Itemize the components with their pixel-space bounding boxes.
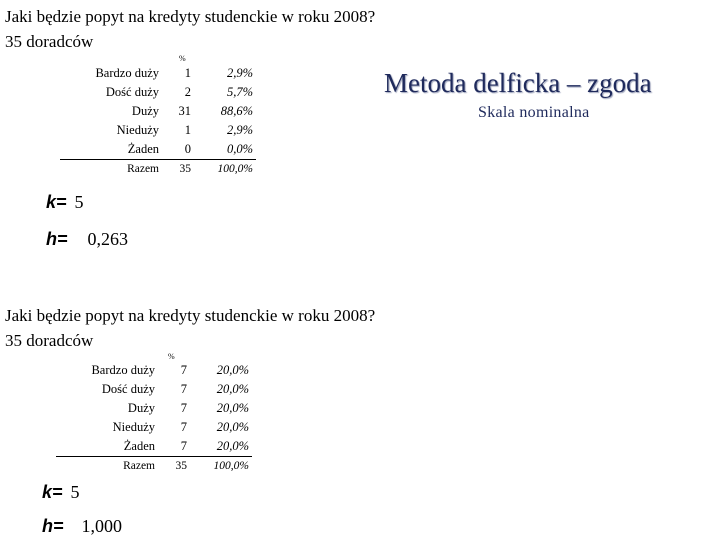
- answer-percent: 5,7%: [226, 85, 253, 99]
- table-row: [56, 399, 252, 418]
- table-row: [60, 121, 256, 140]
- answer-label: Nieduży: [112, 420, 155, 434]
- answer-percent: 2,9%: [226, 123, 253, 137]
- answer-count: 31: [178, 104, 191, 118]
- total-label: Razem: [56, 457, 158, 477]
- total-percent: 100,0%: [194, 160, 256, 180]
- table-row: [60, 140, 256, 160]
- k-value: 5: [70, 482, 80, 502]
- answer-percent: 20,0%: [216, 420, 249, 434]
- table-total-row: [60, 160, 256, 180]
- answer-label: Bardzo duży: [91, 363, 155, 377]
- total-label: Razem: [60, 160, 162, 180]
- answer-percent: 88,6%: [220, 104, 253, 118]
- table-total-row: [56, 457, 252, 477]
- table-row: [56, 361, 252, 380]
- answer-label: Duży: [131, 104, 159, 118]
- table-row: [60, 64, 256, 83]
- h-metric: [46, 229, 128, 250]
- h-value: 0,263: [87, 229, 129, 249]
- table-row: [56, 437, 252, 457]
- answer-count: 1: [184, 66, 191, 80]
- table-row: [56, 418, 252, 437]
- k-metric: [42, 482, 80, 503]
- answer-label: Żaden: [123, 439, 155, 453]
- answer-label: Żaden: [127, 142, 159, 156]
- answer-count: 7: [180, 439, 187, 453]
- total-count: 35: [162, 160, 194, 180]
- slide-subtitle: Skala nominalna: [478, 104, 590, 121]
- slide-title: Metoda delficka – zgoda: [384, 68, 652, 98]
- answer-count: 7: [180, 401, 187, 415]
- answer-count: 7: [180, 420, 187, 434]
- answer-percent: 2,9%: [226, 66, 253, 80]
- h-metric: [42, 516, 122, 537]
- k-metric: [46, 192, 84, 213]
- answer-label: Bardzo duży: [95, 66, 159, 80]
- table-row: [60, 83, 256, 102]
- survey-table: [56, 361, 252, 476]
- survey-table: [60, 64, 256, 179]
- answer-label: Dość duży: [101, 382, 155, 396]
- answer-label: Nieduży: [116, 123, 159, 137]
- table-row: [60, 102, 256, 121]
- total-count: 35: [158, 457, 190, 477]
- k-label: k=: [42, 482, 63, 502]
- h-value: 1,000: [81, 516, 123, 536]
- question-text: Jaki będzie popyt na kredyty studenckie w roku 2008?: [5, 7, 376, 26]
- answer-count: 2: [184, 85, 191, 99]
- advisor-count: 35 doradców: [5, 331, 94, 350]
- total-percent: 100,0%: [190, 457, 252, 477]
- answer-count: 0: [184, 142, 191, 156]
- question-text: Jaki będzie popyt na kredyty studenckie w roku 2008?: [5, 306, 376, 325]
- answer-count: 1: [184, 123, 191, 137]
- answer-percent: 20,0%: [216, 439, 249, 453]
- k-label: k=: [46, 192, 67, 212]
- answer-percent: 20,0%: [216, 382, 249, 396]
- answer-percent: 20,0%: [216, 363, 249, 377]
- h-label: h=: [42, 516, 64, 536]
- percent-header: %: [168, 352, 175, 361]
- answer-label: Dość duży: [105, 85, 159, 99]
- answer-count: 7: [180, 382, 187, 396]
- answer-percent: 0,0%: [226, 142, 253, 156]
- answer-percent: 20,0%: [216, 401, 249, 415]
- answer-label: Duży: [127, 401, 155, 415]
- advisor-count: 35 doradców: [5, 32, 94, 51]
- h-label: h=: [46, 229, 68, 249]
- answer-count: 7: [180, 363, 187, 377]
- k-value: 5: [74, 192, 84, 212]
- percent-header: %: [179, 54, 186, 63]
- table-row: [56, 380, 252, 399]
